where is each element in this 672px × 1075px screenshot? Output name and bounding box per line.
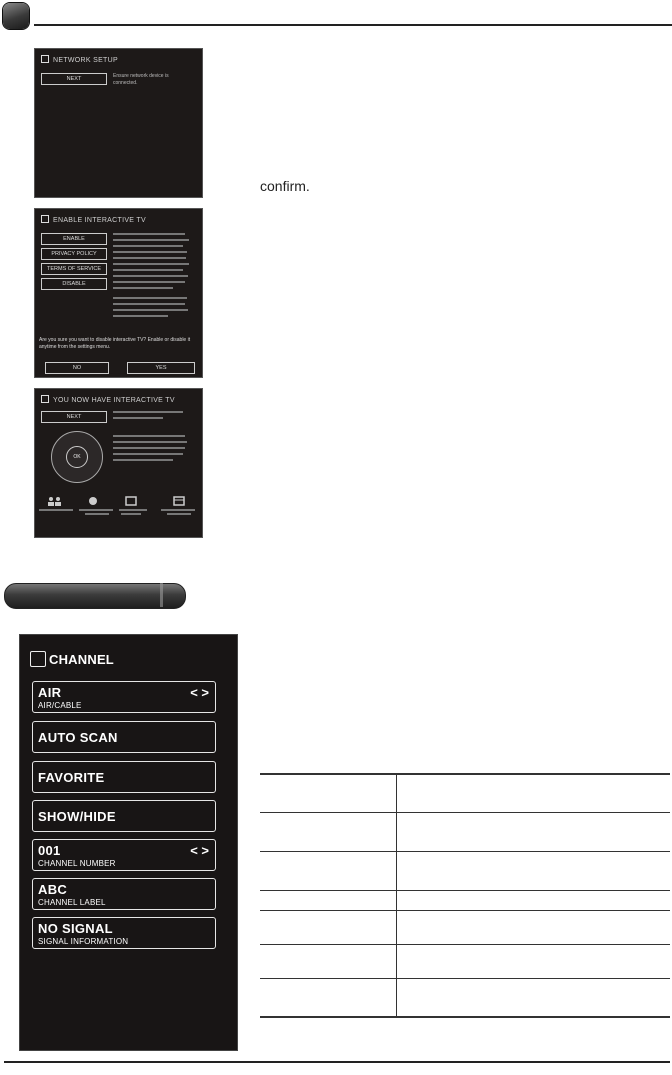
privacy-policy-button[interactable]: PRIVACY POLICY [41, 248, 107, 260]
menu-item-value: 001 [38, 843, 61, 858]
settings-table [260, 773, 670, 1018]
section-header-pill [4, 583, 186, 609]
section-header-pill-notch [160, 583, 163, 607]
menu-item-label: CHANNEL NUMBER [38, 859, 116, 868]
have-itv-title: YOU NOW HAVE INTERACTIVE TV [41, 395, 175, 404]
menu-item-channel-label[interactable] [32, 878, 216, 910]
network-setup-screenshot [34, 48, 203, 198]
info-icon [88, 493, 98, 503]
disable-button[interactable]: DISABLE [41, 278, 107, 290]
menu-item-label: CHANNEL LABEL [38, 898, 106, 907]
no-button[interactable]: NO [45, 362, 109, 374]
disable-itv-prompt: Are you sure you want to disable interactive TV? Enable or disable it anytime from the settings menu. [39, 337, 191, 350]
table-row-divider [260, 910, 670, 911]
menu-item-air-cable[interactable] [32, 681, 216, 713]
menu-item-value: SHOW/HIDE [38, 809, 116, 824]
menu-item-value: AIR [38, 685, 62, 700]
menu-item-favorite[interactable] [32, 761, 216, 793]
table-bottom-rule [260, 1016, 670, 1018]
menu-item-signal-information[interactable] [32, 917, 216, 949]
checkbox-icon [41, 55, 49, 63]
checkbox-icon [41, 395, 49, 403]
channel-menu-title: CHANNEL [49, 652, 114, 667]
menu-item-show-hide[interactable] [32, 800, 216, 832]
left-right-arrows-icon[interactable]: < > [190, 685, 209, 700]
table-top-rule [260, 773, 670, 775]
menu-item-value: ABC [38, 882, 68, 897]
table-row-divider [260, 890, 670, 891]
menu-item-value: FAVORITE [38, 770, 105, 785]
left-right-arrows-icon[interactable]: < > [190, 843, 209, 858]
terms-button[interactable]: TERMS OF SERVICE [41, 263, 107, 275]
table-row-divider [260, 851, 670, 852]
menu-item-label: AIR/CABLE [38, 701, 82, 710]
network-setup-title: NETWORK SETUP [41, 55, 118, 64]
people-icon [47, 493, 63, 503]
checkbox-icon [41, 215, 49, 223]
menu-list-icon [173, 493, 185, 503]
menu-item-channel-number[interactable] [32, 839, 216, 871]
footer-rule [4, 1061, 670, 1063]
menu-item-label: SIGNAL INFORMATION [38, 937, 129, 946]
section-bullet-icon [3, 3, 29, 29]
table-row-divider [260, 812, 670, 813]
checkbox-icon [30, 651, 46, 667]
have-itv-screenshot [34, 388, 203, 538]
table-row-divider [260, 978, 670, 979]
remote-dpad-icon [51, 431, 103, 483]
next-button[interactable]: NEXT [41, 73, 107, 85]
menu-item-value: AUTO SCAN [38, 730, 118, 745]
table-column-divider [396, 773, 397, 1017]
menu-item-value: NO SIGNAL [38, 921, 113, 936]
confirm-text: confirm. [260, 178, 310, 194]
enable-itv-screenshot [34, 208, 203, 378]
enable-button[interactable]: ENABLE [41, 233, 107, 245]
tv-guide-icon [125, 493, 137, 503]
yes-button[interactable]: YES [127, 362, 195, 374]
header-rule [34, 24, 672, 26]
next-button[interactable]: NEXT [41, 411, 107, 423]
menu-item-auto-scan[interactable] [32, 721, 216, 753]
enable-itv-title: ENABLE INTERACTIVE TV [41, 215, 146, 224]
channel-menu [19, 634, 238, 1051]
table-row-divider [260, 944, 670, 945]
ok-key: OK [66, 446, 88, 468]
network-setup-description: Ensure network device is connected. [113, 73, 169, 86]
